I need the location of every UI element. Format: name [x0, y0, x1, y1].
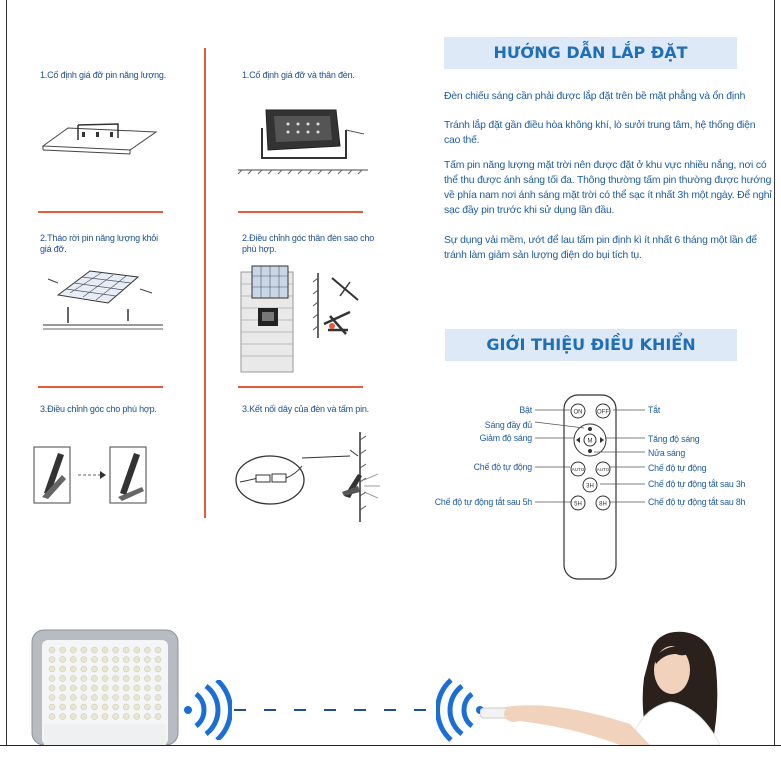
led-chip	[81, 676, 87, 682]
led-chip	[134, 676, 140, 682]
led-chip	[49, 714, 55, 720]
step-divider	[238, 386, 363, 388]
led-chip	[102, 657, 108, 663]
timer-3h-label: 3H	[586, 483, 594, 490]
led-chip	[144, 714, 150, 720]
led-chip	[60, 685, 66, 691]
led-chip	[60, 695, 66, 701]
label-dim: Giảm độ sáng	[479, 433, 532, 443]
led-chip	[123, 657, 129, 663]
led-chip	[70, 714, 76, 720]
led-chip	[70, 647, 76, 653]
led-chip	[81, 685, 87, 691]
led-chip	[113, 657, 119, 663]
on-button-label: ON	[573, 409, 583, 416]
led-chip	[102, 695, 108, 701]
led-chip	[123, 695, 129, 701]
led-chip	[155, 704, 161, 710]
label-brighten: Tăng độ sáng	[648, 434, 700, 444]
led-chip	[134, 714, 140, 720]
floodlight-product-icon	[30, 628, 180, 745]
led-chip	[113, 666, 119, 672]
remote-intro-title: GIỚI THIỆU ĐIỀU KHIỂN	[445, 329, 737, 361]
woman-with-remote-photo	[480, 628, 740, 745]
led-chip	[102, 714, 108, 720]
remote-leader-lines	[530, 400, 650, 510]
led-chip	[49, 685, 55, 691]
led-chip	[123, 666, 129, 672]
led-chip	[49, 704, 55, 710]
led-chip	[102, 685, 108, 691]
led-chip	[60, 676, 66, 682]
step-right-3: 3.Kết nối dây của đèn và tấm pin.	[242, 404, 369, 414]
led-chip	[91, 647, 97, 653]
led-chip	[134, 695, 140, 701]
led-chip	[91, 666, 97, 672]
led-chip	[91, 714, 97, 720]
led-chip	[134, 666, 140, 672]
led-chip	[60, 666, 66, 672]
solar-panel-icon	[38, 265, 168, 340]
led-chip	[81, 657, 87, 663]
led-chip	[70, 704, 76, 710]
led-chip	[123, 685, 129, 691]
led-chip	[70, 695, 76, 701]
led-chip	[49, 657, 55, 663]
led-chip	[91, 657, 97, 663]
led-chip	[155, 657, 161, 663]
led-chip	[81, 704, 87, 710]
led-chip	[81, 647, 87, 653]
led-chip	[60, 714, 66, 720]
led-chip	[81, 714, 87, 720]
install-guide-title: HƯỚNG DẪN LẮP ĐẶT	[444, 37, 737, 69]
led-chip	[113, 676, 119, 682]
led-chip	[70, 666, 76, 672]
timer-8h-label: 8H	[599, 501, 607, 508]
adjust-angle-icon	[30, 445, 160, 505]
led-chip	[123, 647, 129, 653]
auto-button-left-label: AUTO	[571, 467, 585, 472]
led-chip	[123, 704, 129, 710]
step-left-3: 3.Điều chỉnh góc cho phù hợp.	[40, 404, 157, 414]
led-chip	[81, 666, 87, 672]
signal-link-dashes	[232, 706, 432, 714]
led-chip	[70, 676, 76, 682]
label-on: Bật	[519, 405, 532, 415]
auto-button-right-label: AUTO	[596, 467, 610, 472]
label-full-light: Sáng đầy đủ	[484, 420, 532, 430]
led-chip	[155, 676, 161, 682]
install-paragraph: Tránh lắp đặt gần điều hòa không khí, lò sưởi trung tâm, hệ thống điện cao thế.	[444, 120, 756, 146]
led-chip	[144, 685, 150, 691]
led-chip	[91, 685, 97, 691]
led-chip	[91, 695, 97, 701]
led-chip	[60, 647, 66, 653]
led-chip	[60, 704, 66, 710]
solar-bracket-icon	[38, 110, 158, 160]
adjust-angle-icon	[310, 268, 370, 343]
led-chip	[144, 676, 150, 682]
label-off-after-8h: Chế độ tự động tắt sau 8h	[648, 497, 746, 507]
label-half-light: Nửa sáng	[648, 448, 686, 458]
led-chip	[91, 676, 97, 682]
led-chip	[113, 647, 119, 653]
step-divider	[38, 386, 163, 388]
cable-connector-icon	[232, 430, 382, 522]
led-chip	[81, 695, 87, 701]
led-chip	[102, 647, 108, 653]
led-chip	[144, 647, 150, 653]
step-column-divider	[204, 48, 206, 518]
led-chip	[123, 714, 129, 720]
mode-button-label: M	[587, 438, 593, 445]
led-chip	[155, 714, 161, 720]
label-off: Tắt	[648, 405, 661, 415]
step-left-2: 2.Tháo rời pin năng lượng khỏi giá đỡ.	[40, 233, 158, 254]
led-chip	[70, 657, 76, 663]
led-chip	[102, 666, 108, 672]
brick-wall-lamp-icon	[238, 262, 296, 374]
step-right-1: 1.Cố định giá đỡ và thân đèn.	[242, 70, 355, 80]
signal-waves-icon	[184, 680, 232, 740]
step-left-1: 1.Cố định giá đỡ pin năng lượng.	[40, 70, 167, 80]
frame-right-border	[774, 0, 775, 745]
led-chip	[102, 704, 108, 710]
timer-5h-label: 5H	[574, 501, 582, 508]
led-chip	[49, 647, 55, 653]
led-chip	[123, 676, 129, 682]
led-chip	[155, 685, 161, 691]
led-chip	[70, 685, 76, 691]
install-paragraph: Sự dụng vải mềm, ướt để lau tấm pin định kì ít nhất 6 tháng một lần để tránh làm giảm sản lượng điện do bụi tích tụ.	[444, 235, 757, 261]
led-chip	[60, 657, 66, 663]
step-right-2: 2.Điều chỉnh góc thân đèn sao cho phù hợp.	[242, 233, 374, 254]
led-chip	[102, 676, 108, 682]
label-auto-left: Chế độ tự động	[473, 462, 532, 472]
led-chip	[134, 685, 140, 691]
led-chip	[144, 657, 150, 663]
led-chip	[113, 714, 119, 720]
led-chip	[49, 666, 55, 672]
floodlight-bracket-icon	[238, 100, 368, 180]
label-auto-right: Chế độ tự động	[648, 463, 707, 473]
led-chip	[113, 685, 119, 691]
led-chip	[113, 695, 119, 701]
frame-left-border	[6, 0, 7, 745]
led-chip	[155, 695, 161, 701]
led-chip	[155, 647, 161, 653]
led-chip	[134, 704, 140, 710]
led-chip	[49, 695, 55, 701]
label-off-after-5h: Chế độ tự động tắt sau 5h	[434, 497, 532, 507]
led-chip	[144, 704, 150, 710]
led-chip	[155, 666, 161, 672]
led-chip	[134, 657, 140, 663]
led-chip	[91, 704, 97, 710]
led-chip	[144, 666, 150, 672]
led-chip	[49, 676, 55, 682]
led-chip	[113, 704, 119, 710]
install-paragraph: Tấm pin năng lượng mặt trời nên được đặt ở khu vực nhiều nắng, nơi có thể thu được ánh sáng tối đa. Thông thường tấm pin thường được hướng về phía nam nơi ánh sáng mặt trời có thể sạc ít nhất 3h một ngày. Để nghỉ sạc đầy pin trước khi sử dụng lần đầu.	[444, 160, 772, 216]
install-paragraph: Đèn chiếu sáng cần phải được lắp đặt trên bề mặt phẳng và ổn định	[444, 91, 746, 102]
frame-bottom-border	[0, 745, 781, 746]
step-divider	[38, 211, 163, 213]
label-off-after-3h: Chế độ tự động tắt sau 3h	[648, 479, 746, 489]
step-divider	[238, 211, 363, 213]
signal-waves-icon	[436, 678, 484, 742]
led-chip	[144, 695, 150, 701]
led-chip	[134, 647, 140, 653]
off-button-label: OFF	[597, 409, 609, 416]
